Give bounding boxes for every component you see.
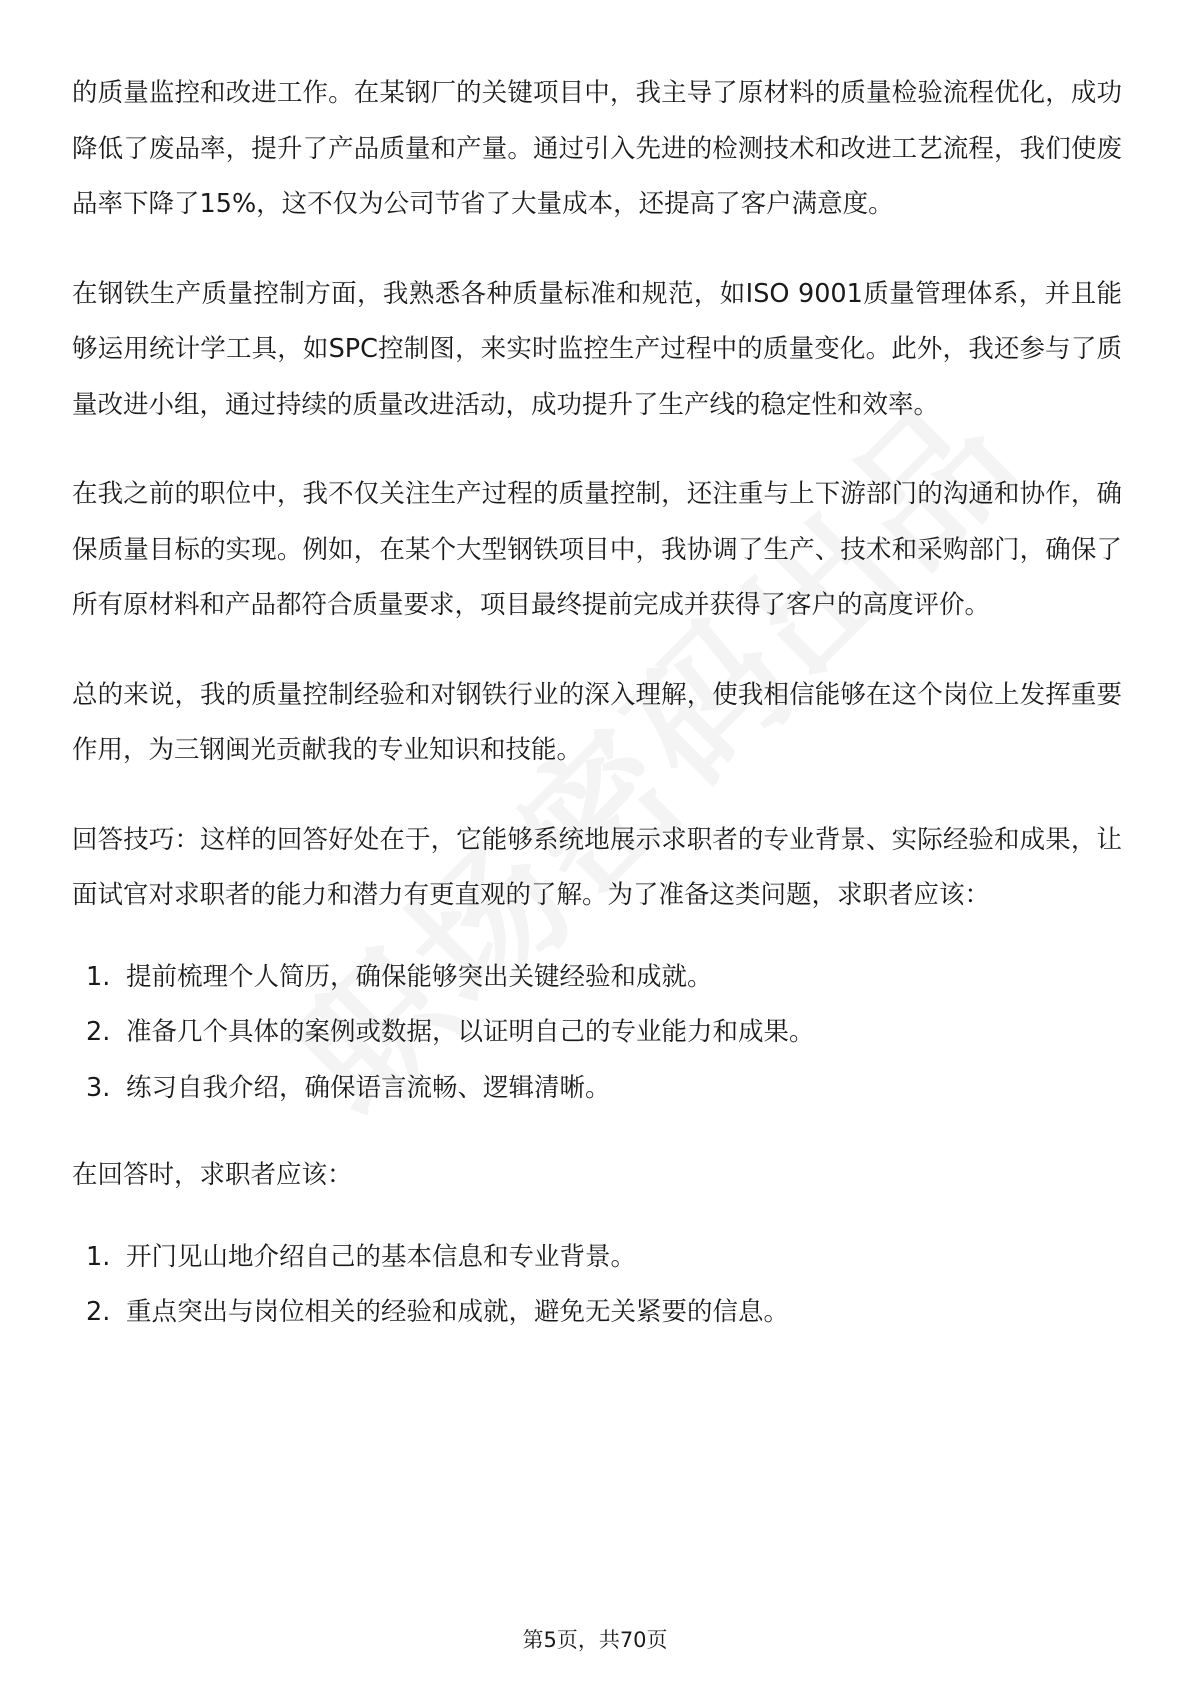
list-number: 3. (86, 1072, 111, 1103)
paragraph: 的质量监控和改进工作。在某钢厂的关键项目中，我主导了原材料的质量检验流程优化，成功降低了废品率，提升了产品质量和产量。通过引入先进的检测技术和改进工艺流程，我们使废品率下降了15%，这不仅为公司节省了大量成本，还提高了客户满意度。 (72, 78, 1122, 219)
list-item-text: 重点突出与岗位相关的经验和成就，避免无关紧要的信息。 (126, 1297, 790, 1327)
answering-intro: 在回答时，求职者应该： (72, 1160, 353, 1190)
answering-list (72, 1230, 1122, 1341)
list-item-text: 准备几个具体的案例或数据，以证明自己的专业能力和成果。 (126, 1017, 815, 1047)
list-number: 2. (86, 1297, 111, 1327)
list-number: 1. (86, 961, 111, 992)
list-item-text: 练习自我介绍，确保语言流畅、逻辑清晰。 (126, 1072, 611, 1103)
list-item (72, 1230, 1122, 1286)
list-item-text: 提前梳理个人简历，确保能够突出关键经验和成就。 (126, 961, 713, 992)
list-number: 1. (86, 1241, 111, 1272)
paragraph: 在我之前的职位中，我不仅关注生产过程的质量控制，还注重与上下游部门的沟通和协作，确保质量目标的实现。例如，在某个大型钢铁项目中，我协调了生产、技术和采购部门，确保了所有原材料和产品都符合质量要求，项目最终提前完成并获得了客户的高度评价。 (72, 479, 1122, 620)
answer-tips-paragraph: 回答技巧：这样的回答好处在于，它能够系统地展示求职者的专业背景、实际经验和成果，让面试官对求职者的能力和潜力有更直观的了解。为了准备这类问题，求职者应该： (72, 824, 1122, 910)
main-content (72, 66, 1122, 1341)
list-item (72, 1005, 1122, 1061)
list-item (72, 1285, 1122, 1341)
paragraph: 在钢铁生产质量控制方面，我熟悉各种质量标准和规范，如ISO 9001质量管理体系，并且能够运用统计学工具，如SPC控制图，来实时监控生产过程中的质量变化。此外，我还参与了质量改进小组，通过持续的质量改进活动，成功提升了生产线的稳定性和效率。 (72, 278, 1122, 420)
page-footer: 第5页，共70页 (522, 1628, 668, 1652)
list-item-text: 开门见山地介绍自己的基本信息和专业背景。 (126, 1241, 637, 1272)
list-number: 2. (86, 1017, 111, 1047)
list-item (72, 1061, 1122, 1117)
list-item (72, 950, 1122, 1006)
preparation-list (72, 950, 1122, 1117)
paragraph: 总的来说，我的质量控制经验和对钢铁行业的深入理解，使我相信能够在这个岗位上发挥重要作用，为三钢闽光贡献我的专业知识和技能。 (72, 679, 1122, 765)
